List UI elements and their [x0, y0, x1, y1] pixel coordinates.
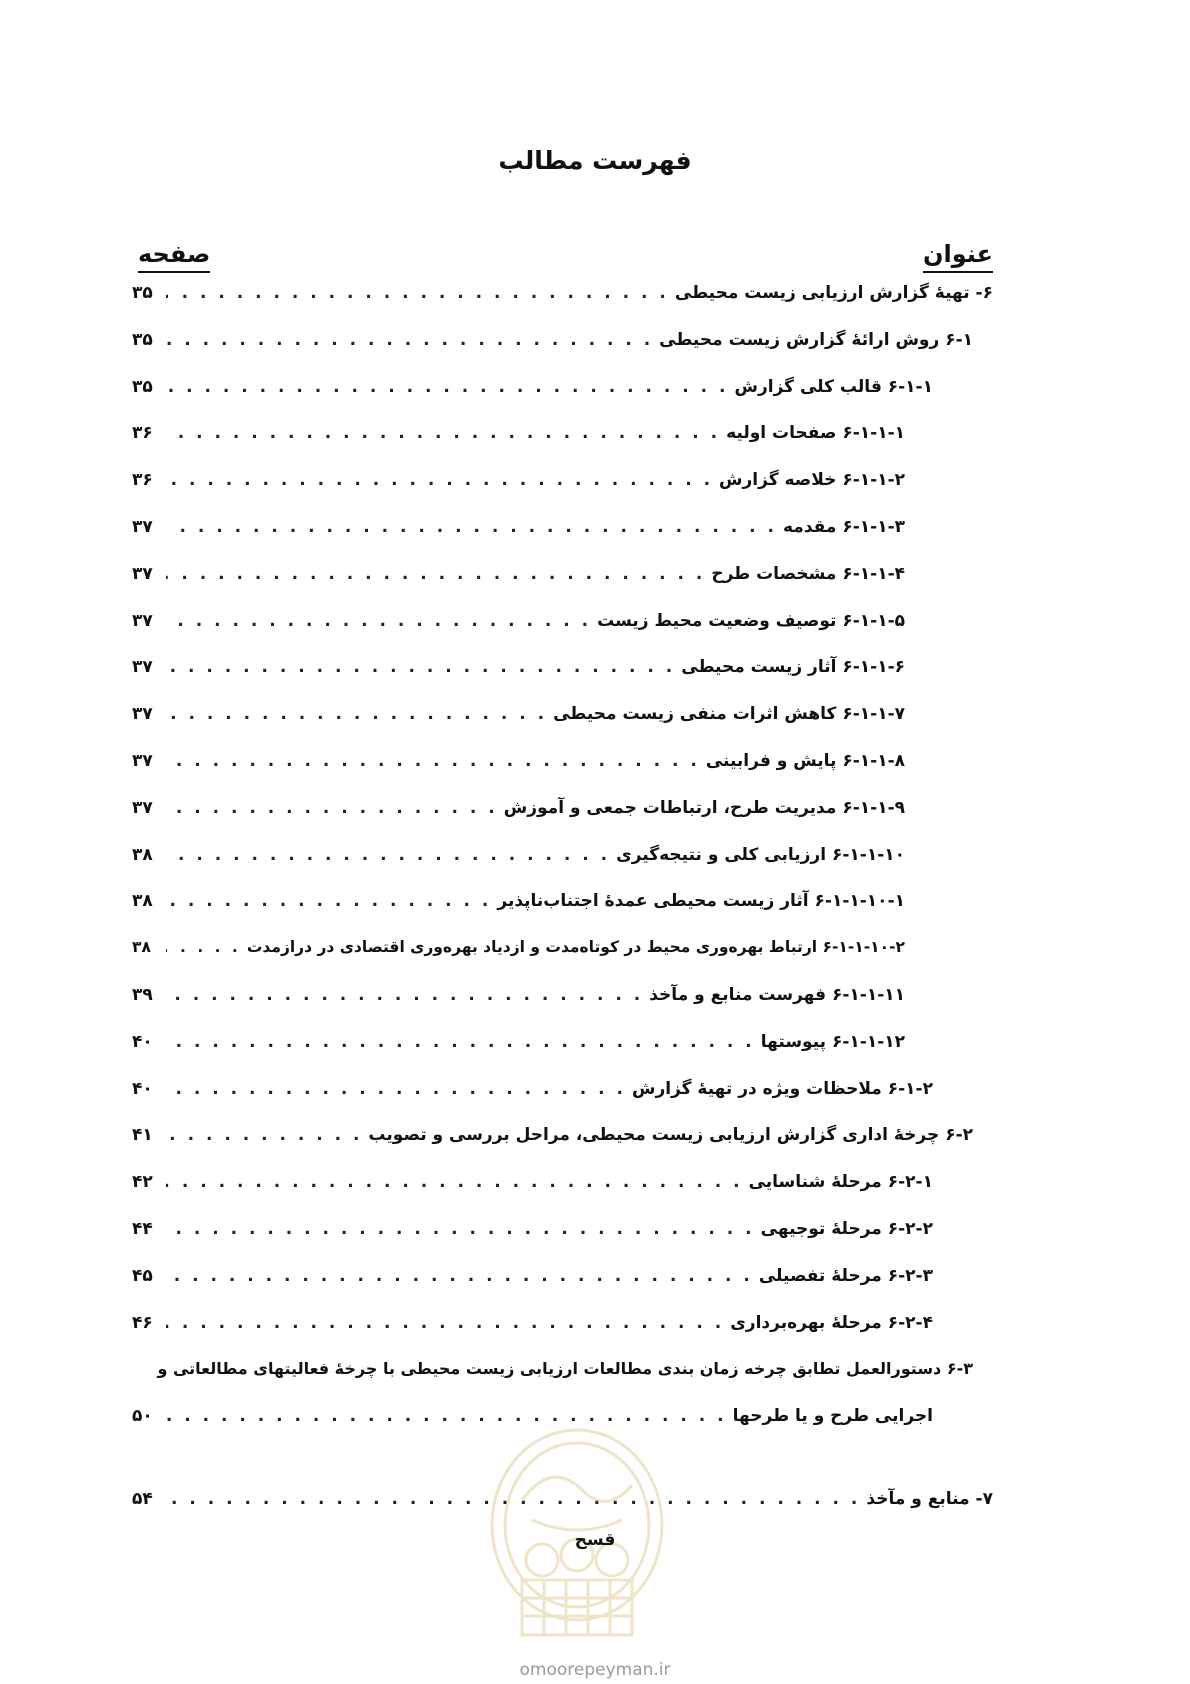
toc-entry[interactable]	[132, 1266, 993, 1313]
toc-entry-page: ۴۰	[132, 1078, 153, 1099]
toc-entry[interactable]	[132, 611, 993, 658]
toc-entry[interactable]	[132, 564, 993, 611]
toc-entry-title: ۶-۱-۱-۸ پایش و فرابینی	[705, 750, 905, 771]
toc-entry[interactable]	[132, 1125, 993, 1172]
dot-leader	[166, 1313, 724, 1333]
toc-entry[interactable]	[132, 704, 993, 751]
toc-entry-title: ۶-۱-۱-۷ کاهش اثرات منفی زیست محیطی	[553, 704, 905, 725]
dot-leader	[166, 1219, 755, 1239]
toc-entry-title: ۶-۱-۱-۶ آثار زیست محیطی	[681, 657, 905, 678]
toc-entry-title: ۶-۱-۱-۲ خلاصه گزارش	[719, 470, 905, 491]
toc-entry-title: ۶-۳ دستورالعمل تطابق چرخه زمان بندی مطالعات ارزیابی زیست محیطی با چرخۀ فعالیتهای مطالعاتی و	[157, 1359, 973, 1379]
toc-entry-page: ۴۴	[132, 1218, 153, 1239]
page-footer-label: قسح	[574, 1530, 616, 1550]
dot-leader	[166, 423, 720, 443]
dot-leader	[166, 1079, 626, 1099]
toc-entry[interactable]	[132, 845, 993, 892]
dot-leader	[166, 1172, 743, 1192]
toc-entry-page: ۳۶	[132, 470, 153, 491]
toc-entry-title: ۶-۲ چرخۀ اداری گزارش ارزیابی زیست محیطی، مراحل بررسی و تصویب	[368, 1125, 973, 1146]
toc-entry-title: ۶-۲-۴ مرحلۀ بهره‌برداری	[730, 1312, 933, 1333]
dot-leader	[166, 798, 498, 818]
toc-entry-title: ۶-۱-۱-۱۱ فهرست منابع و مآخذ	[649, 984, 905, 1005]
dot-leader	[166, 330, 653, 350]
toc-entry-page: ۳۵	[132, 329, 153, 350]
dot-leader	[166, 611, 591, 631]
page-title: فهرست مطالب	[498, 146, 692, 175]
dot-leader	[166, 985, 643, 1005]
toc-entry-page: ۳۸	[132, 844, 153, 865]
toc-entry-page: ۳۷	[132, 610, 153, 631]
toc-entry-page: ۳۸	[132, 938, 151, 957]
dot-leader	[166, 377, 729, 397]
toc-entry-title: ۶-۱-۱-۱ صفحات اولیه	[726, 423, 905, 444]
dot-leader	[166, 564, 705, 584]
toc-entry-title: ۷- منابع و مآخذ	[866, 1488, 993, 1509]
toc-entry-title: ۶-۲-۳ مرحلۀ تفصیلی	[758, 1265, 933, 1286]
dot-leader	[166, 517, 777, 537]
page-column-header: صفحه	[138, 240, 210, 273]
toc-entry-page: ۳۵	[132, 376, 153, 397]
toc-entry[interactable]	[132, 1219, 993, 1266]
dot-leader	[166, 845, 610, 865]
toc-entry[interactable]	[132, 798, 993, 845]
toc-entry[interactable]	[132, 751, 993, 798]
toc-entry-page: ۴۲	[132, 1172, 153, 1193]
toc-entry-page: ۳۷	[132, 516, 153, 537]
toc-entry[interactable]	[132, 1172, 993, 1219]
dot-leader	[166, 1266, 753, 1286]
toc-entry[interactable]	[132, 283, 993, 330]
toc-entry-page: ۳۷	[132, 563, 153, 584]
toc-entry-page: ۳۵	[132, 283, 153, 303]
toc-entry-page: ۳۷	[132, 750, 153, 771]
toc-entry[interactable]	[132, 470, 993, 517]
toc-entry-title: ۶-۱-۱-۴ مشخصات طرح	[711, 563, 905, 584]
toc-entry-page: ۳۸	[132, 891, 153, 912]
watermark-url: omoorepeyman.ir	[519, 1660, 671, 1680]
toc-entry[interactable]	[132, 423, 993, 470]
toc-entry[interactable]	[132, 1359, 993, 1406]
toc-entry-title: ۶-۱-۱-۱۰ ارزیابی کلی و نتیجه‌گیری	[616, 844, 905, 865]
toc-entry-title: ۶-۱-۱-۳ مقدمه	[782, 516, 905, 537]
toc-entry-title: ۶-۱-۲ ملاحظات ویژه در تهیۀ گزارش	[631, 1078, 933, 1099]
toc-entry[interactable]	[132, 1079, 993, 1126]
dot-leader	[166, 751, 700, 771]
toc-entry-page: ۴۵	[132, 1265, 153, 1286]
toc-entry[interactable]	[132, 891, 993, 938]
toc-entry-title: ۶-۲-۱ مرحلۀ شناسایی	[748, 1172, 933, 1193]
toc-entry-page: ۳۹	[132, 984, 153, 1005]
toc-entry[interactable]	[132, 1032, 993, 1079]
toc-entry-title: ۶-۱-۱-۱۰-۲ ارتباط بهره‌وری محیط در کوتاه‌مدت و ازدیاد بهره‌وری اقتصادی در درازمدت	[246, 938, 905, 957]
toc-entry-title: ۶- تهیۀ گزارش ارزیابی زیست محیطی	[674, 283, 993, 303]
toc-entry[interactable]	[132, 985, 993, 1032]
toc-entry-title: ۶-۱-۱ قالب کلی گزارش	[734, 376, 933, 397]
dot-leader	[166, 470, 713, 490]
dot-leader	[166, 1125, 362, 1145]
toc-entry-page: ۳۶	[132, 423, 153, 444]
title-column-header: عنوان	[923, 240, 993, 273]
toc-entry-title: ۶-۱ روش ارائۀ گزارش زیست محیطی	[659, 329, 973, 350]
toc-entry[interactable]	[132, 330, 993, 377]
dot-leader	[166, 657, 675, 677]
toc-entry-title: ۶-۱-۱-۹ مدیریت طرح، ارتباطات جمعی و آموزش	[503, 797, 905, 818]
toc-entry-page: ۳۷	[132, 797, 153, 818]
toc-entry-page: ۴۰	[132, 1031, 153, 1052]
dot-leader	[166, 1032, 755, 1052]
toc-entry-title: ۶-۱-۱-۱۰-۱ آثار زیست محیطی عمدۀ اجتناب‌ناپذیر	[497, 891, 905, 912]
toc-entry[interactable]	[132, 517, 993, 564]
toc-entry[interactable]	[132, 657, 993, 704]
toc-entry-page: ۵۴	[132, 1488, 153, 1509]
toc-entry-page: ۴۱	[132, 1125, 153, 1146]
toc-entry-page: ۴۶	[132, 1312, 153, 1333]
table-of-contents	[132, 283, 993, 1536]
toc-entry-title: اجرایی طرح و یا طرحها	[732, 1406, 933, 1427]
dot-leader	[166, 891, 491, 911]
dot-leader	[166, 704, 547, 724]
toc-entry-page: ۳۷	[132, 704, 153, 725]
toc-entry-page: ۳۷	[132, 657, 153, 678]
toc-entry-title: ۶-۱-۱-۵ توصیف وضعیت محیط زیست	[597, 610, 905, 631]
dot-leader	[166, 938, 241, 956]
toc-entry[interactable]	[132, 1313, 993, 1360]
toc-entry[interactable]	[132, 938, 993, 985]
toc-entry-title: ۶-۲-۲ مرحلۀ توجیهی	[760, 1218, 933, 1239]
toc-entry-title: ۶-۱-۱-۱۲ پیوستها	[760, 1031, 905, 1052]
toc-entry-page: ۵۰	[132, 1406, 153, 1427]
toc-entry[interactable]	[132, 377, 993, 424]
dot-leader	[166, 283, 669, 303]
